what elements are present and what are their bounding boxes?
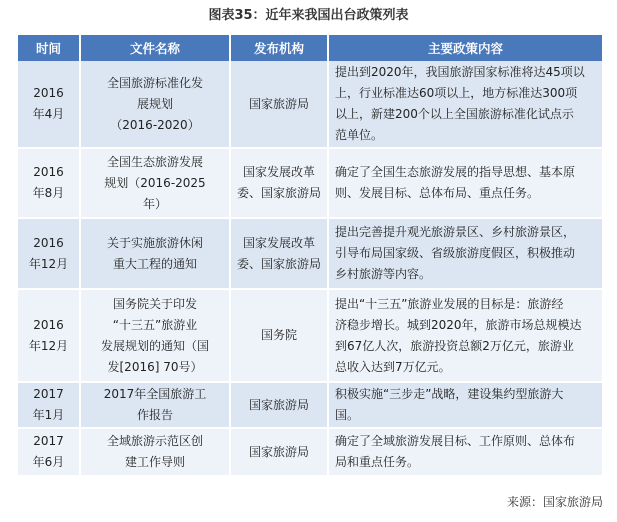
cell-time: 2017 年6月	[18, 428, 80, 476]
cell-time: 2016 年4月	[18, 61, 80, 148]
table-row	[18, 382, 602, 428]
header-time: 时间	[18, 35, 80, 61]
source-note: 来源：国家旅游局	[506, 495, 603, 509]
cell-policy-content: 提出“十三五”旅游业发展的目标是：旅游经 济稳步增长。城到2020年，旅游市场总规模达 到67亿人次，旅游投资总额2万亿元，旅游业 总收入达到7万亿元。	[328, 289, 602, 382]
table-title: 图表35：近年来我国出台政策列表	[208, 8, 409, 23]
cell-policy-content: 确定了全域旅游发展目标、工作原则、总体布 局和重点任务。	[328, 428, 602, 476]
cell-issuer: 国家发展改革 委、国家旅游局	[230, 148, 328, 218]
table-row	[18, 148, 602, 218]
cell-time: 2016 年12月	[18, 289, 80, 382]
header-policy-content: 主要政策内容	[328, 35, 602, 61]
cell-issuer: 国务院	[230, 289, 328, 382]
cell-file-name: 全国旅游标准化发 展规划 （2016-2020）	[80, 61, 230, 148]
cell-policy-content: 提出完善提升观光旅游景区、乡村旅游景区， 引导布局国家级、省级旅游度假区，积极推动 乡村旅游等内容。	[328, 218, 602, 289]
cell-issuer: 国家旅游局	[230, 428, 328, 476]
table-header-row	[18, 35, 602, 61]
table-row	[18, 289, 602, 382]
cell-file-name: 全国生态旅游发展 规划（2016-2025 年）	[80, 148, 230, 218]
cell-issuer: 国家旅游局	[230, 382, 328, 428]
header-file-name: 文件名称	[80, 35, 230, 61]
cell-policy-content: 积极实施“三步走”战略，建设集约型旅游大 国。	[328, 382, 602, 428]
cell-file-name: 2017年全国旅游工 作报告	[80, 382, 230, 428]
cell-file-name: 国务院关于印发 “十三五”旅游业 发展规划的通知（国 发[2016] 70号）	[80, 289, 230, 382]
table-row	[18, 428, 602, 476]
cell-time: 2016 年12月	[18, 218, 80, 289]
policy-table	[18, 35, 602, 477]
table-row	[18, 218, 602, 289]
header-issuer: 发布机构	[230, 35, 328, 61]
cell-file-name: 全域旅游示范区创 建工作导则	[80, 428, 230, 476]
cell-policy-content: 提出到2020年，我国旅游国家标准将达45项以 上，行业标准达60项以上，地方标准达300项 以上，新建200个以上全国旅游标准化试点示 范单位。	[328, 61, 602, 148]
cell-issuer: 国家旅游局	[230, 61, 328, 148]
cell-time: 2016 年8月	[18, 148, 80, 218]
cell-issuer: 国家发展改革 委、国家旅游局	[230, 218, 328, 289]
cell-time: 2017 年1月	[18, 382, 80, 428]
cell-file-name: 关于实施旅游休闲 重大工程的通知	[80, 218, 230, 289]
table-row	[18, 61, 602, 148]
cell-policy-content: 确定了全国生态旅游发展的指导思想、基本原 则、发展目标、总体布局、重点任务。	[328, 148, 602, 218]
